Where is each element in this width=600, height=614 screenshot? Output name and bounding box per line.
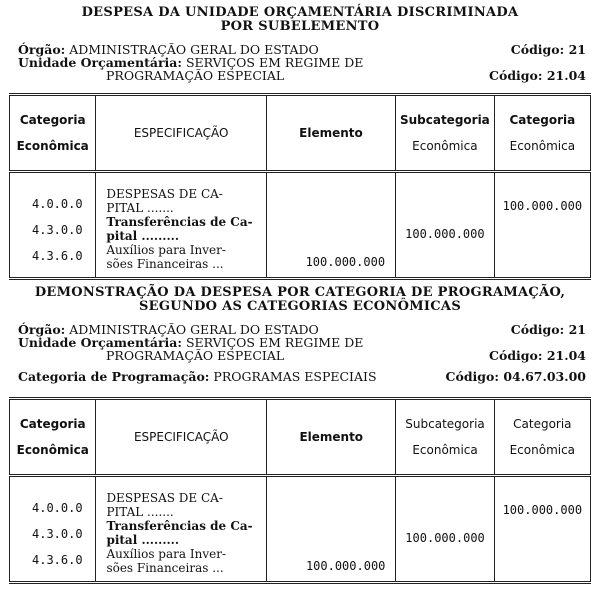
- elemento-cell: [267, 476, 396, 583]
- subcategoria-value: 100.000.000: [405, 227, 485, 241]
- header-elemento: Elemento: [267, 399, 396, 476]
- categoria-cell: [494, 172, 590, 279]
- section-2-programacao-line: [10, 370, 590, 383]
- section-1-unidade-line-2: [10, 69, 590, 82]
- header-elemento: Elemento: [266, 95, 395, 172]
- spec-line: sões Financeiras ...: [106, 561, 224, 575]
- spec-line: PITAL .......: [106, 505, 174, 519]
- section-2-title-line-2: SEGUNDO AS CATEGORIAS ECONÔMICAS: [138, 299, 462, 314]
- spec-line: PITAL .......: [106, 201, 174, 215]
- unidade-label: Unidade Orçamentária:: [18, 55, 182, 70]
- document-page: [10, 6, 590, 584]
- elemento-value: 100.000.000: [305, 255, 386, 269]
- spec-line: Transferências de Ca-: [106, 519, 253, 533]
- codes-cell: [10, 172, 96, 279]
- spec-line: Transferências de Ca-: [106, 215, 253, 229]
- unidade-code: Código: 21.04: [489, 68, 586, 83]
- header-categoria-economica: Categoria Econômica: [10, 399, 96, 476]
- code-4300: 4.3.0.0: [32, 527, 83, 541]
- table-header-row: [10, 95, 591, 172]
- elemento-value: 100.000.000: [305, 559, 386, 573]
- unidade-value-2: PROGRAMAÇÃO ESPECIAL: [106, 68, 285, 83]
- orgao-label: Órgão:: [18, 42, 66, 57]
- spec-line: pital .........: [106, 533, 180, 547]
- section-2-title-line-1: DEMONSTRAÇÃO DA DESPESA POR CATEGORIA DE PROGRAMAÇÃO,: [34, 285, 566, 300]
- header-subcategoria-economica: Subcategoria Econômica: [396, 399, 494, 476]
- header-categoria-economica-2: Categoria Econômica: [494, 399, 590, 476]
- orgao-label: Órgão:: [18, 322, 66, 337]
- code-4000: 4.0.0.0: [32, 501, 83, 515]
- section-2-unidade-line-2: [10, 349, 590, 362]
- unidade-code: Código: 21.04: [489, 348, 586, 363]
- programacao-code: Código: 04.67.03.00: [445, 369, 586, 384]
- code-4360: 4.3.6.0: [32, 249, 83, 263]
- spec-line: DESPESAS DE CA-: [106, 491, 223, 505]
- spec-line: DESPESAS DE CA-: [106, 187, 223, 201]
- orgao-value: ADMINISTRAÇÃO GERAL DO ESTADO: [69, 42, 319, 57]
- spec-line: sões Financeiras ...: [106, 257, 224, 271]
- subcategoria-cell: [396, 476, 494, 583]
- header-especificacao: ESPECIFICAÇÃO: [96, 95, 266, 172]
- section-1: [10, 6, 590, 280]
- orgao-code: Código: 21: [510, 322, 586, 337]
- section-2-title: [10, 286, 590, 314]
- categoria-value: 100.000.000: [502, 199, 583, 213]
- code-4000: 4.0.0.0: [32, 197, 83, 211]
- spec-line: Auxílios para Inver-: [106, 243, 226, 257]
- code-4300: 4.3.0.0: [32, 223, 83, 237]
- section-1-table: [9, 93, 591, 280]
- unidade-value-2: PROGRAMAÇÃO ESPECIAL: [106, 348, 285, 363]
- programacao-label: Categoria de Programação:: [18, 369, 210, 384]
- header-subcategoria-economica: Subcategoria Econômica: [396, 95, 495, 172]
- orgao-code: Código: 21: [510, 42, 586, 57]
- elemento-cell: [266, 172, 395, 279]
- categoria-value: 100.000.000: [502, 503, 583, 517]
- subcategoria-cell: [396, 172, 495, 279]
- section-2: [10, 286, 590, 584]
- section-1-title-line-1: DESPESA DA UNIDADE ORÇAMENTÁRIA DISCRIMINADA: [81, 5, 519, 20]
- spec-cell: [96, 172, 266, 279]
- code-4360: 4.3.6.0: [32, 553, 83, 567]
- subcategoria-value: 100.000.000: [405, 531, 485, 545]
- spec-line: pital .........: [106, 229, 179, 243]
- unidade-label: Unidade Orçamentária:: [18, 335, 182, 350]
- unidade-value-1: SERVIÇOS EM REGIME DE: [185, 335, 364, 350]
- section-2-table: [9, 397, 591, 584]
- categoria-cell: [494, 476, 590, 583]
- unidade-value-1: SERVIÇOS EM REGIME DE: [185, 55, 364, 70]
- orgao-value: ADMINISTRAÇÃO GERAL DO ESTADO: [69, 322, 319, 337]
- header-categoria-economica-2: Categoria Econômica: [494, 95, 590, 172]
- spec-cell: [96, 476, 267, 583]
- table-body-row: [10, 172, 591, 279]
- codes-cell: [10, 476, 96, 583]
- table-body-row: [10, 476, 591, 583]
- section-1-title: [10, 6, 590, 34]
- header-categoria-economica: Categoria Econômica: [10, 95, 96, 172]
- table-header-row: [10, 399, 591, 476]
- spec-line: Auxílios para Inver-: [106, 547, 226, 561]
- programacao-value: PROGRAMAS ESPECIAIS: [213, 369, 377, 384]
- section-1-title-line-2: POR SUBELEMENTO: [220, 19, 380, 34]
- header-especificacao: ESPECIFICAÇÃO: [96, 399, 267, 476]
